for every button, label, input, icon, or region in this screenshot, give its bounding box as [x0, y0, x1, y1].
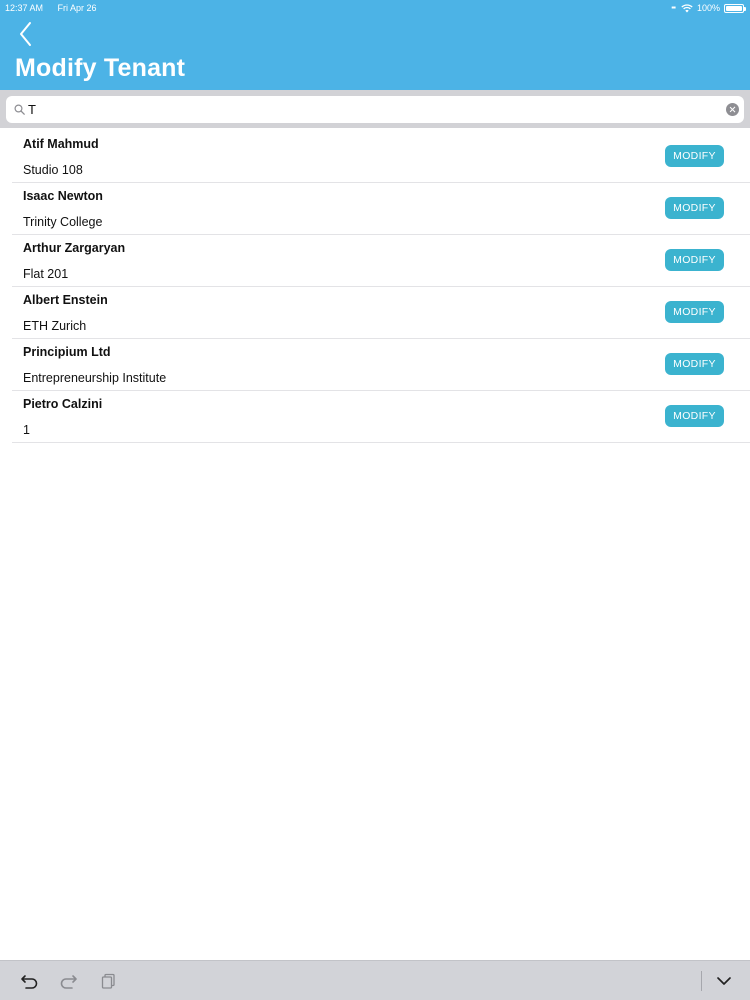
tenant-name: Isaac Newton: [23, 189, 103, 203]
tenant-list: [12, 131, 750, 443]
status-bar: [0, 0, 750, 16]
status-left: [5, 0, 109, 16]
page-title: Modify Tenant: [15, 54, 186, 82]
tenant-location: Trinity College: [23, 215, 103, 229]
battery-icon: [724, 4, 744, 13]
search-input[interactable]: [28, 99, 708, 120]
search-icon: [14, 104, 25, 115]
list-item: [12, 391, 750, 443]
tenant-location: Studio 108: [23, 163, 83, 177]
list-item: [12, 339, 750, 391]
modify-button[interactable]: MODIFY: [665, 197, 724, 219]
modify-button[interactable]: MODIFY: [665, 405, 724, 427]
clear-icon[interactable]: [726, 103, 739, 116]
wifi-icon: [681, 4, 693, 13]
chevron-left-icon: [21, 23, 30, 45]
undo-icon[interactable]: [20, 972, 40, 990]
search-field[interactable]: [6, 96, 744, 123]
signal-icon: ▪▪: [671, 3, 675, 12]
tenant-name: Albert Enstein: [23, 293, 108, 307]
redo-icon[interactable]: [58, 972, 78, 990]
list-item: [12, 131, 750, 183]
battery-percent: 100%: [696, 3, 720, 13]
tenant-name: Principium Ltd: [23, 345, 111, 359]
tenant-location: Entrepreneurship Institute: [23, 371, 167, 385]
list-item: [12, 235, 750, 287]
tenant-name: Pietro Calzini: [23, 397, 103, 411]
tenant-location: ETH Zurich: [23, 319, 87, 333]
toolbar-divider: [701, 971, 702, 991]
modify-button[interactable]: MODIFY: [665, 249, 724, 271]
keyboard-toolbar: [0, 960, 750, 1000]
modify-button[interactable]: MODIFY: [665, 145, 724, 167]
tenant-name: Arthur Zargaryan: [23, 241, 126, 255]
status-date: Fri Apr 26: [57, 3, 97, 13]
dismiss-keyboard-icon[interactable]: [714, 972, 734, 990]
list-item: [12, 287, 750, 339]
tenant-location: 1: [23, 423, 30, 437]
list-item: [12, 183, 750, 235]
tenant-name: Atif Mahmud: [23, 137, 99, 151]
navigation-header: [0, 0, 750, 90]
modify-button[interactable]: MODIFY: [665, 353, 724, 375]
status-right: [671, 0, 744, 16]
modify-button[interactable]: MODIFY: [665, 301, 724, 323]
back-button[interactable]: [14, 20, 38, 48]
tenant-location: Flat 201: [23, 267, 69, 281]
paste-icon[interactable]: [99, 972, 119, 990]
status-time: 12:37 AM: [5, 3, 44, 13]
search-bar: [0, 90, 750, 128]
